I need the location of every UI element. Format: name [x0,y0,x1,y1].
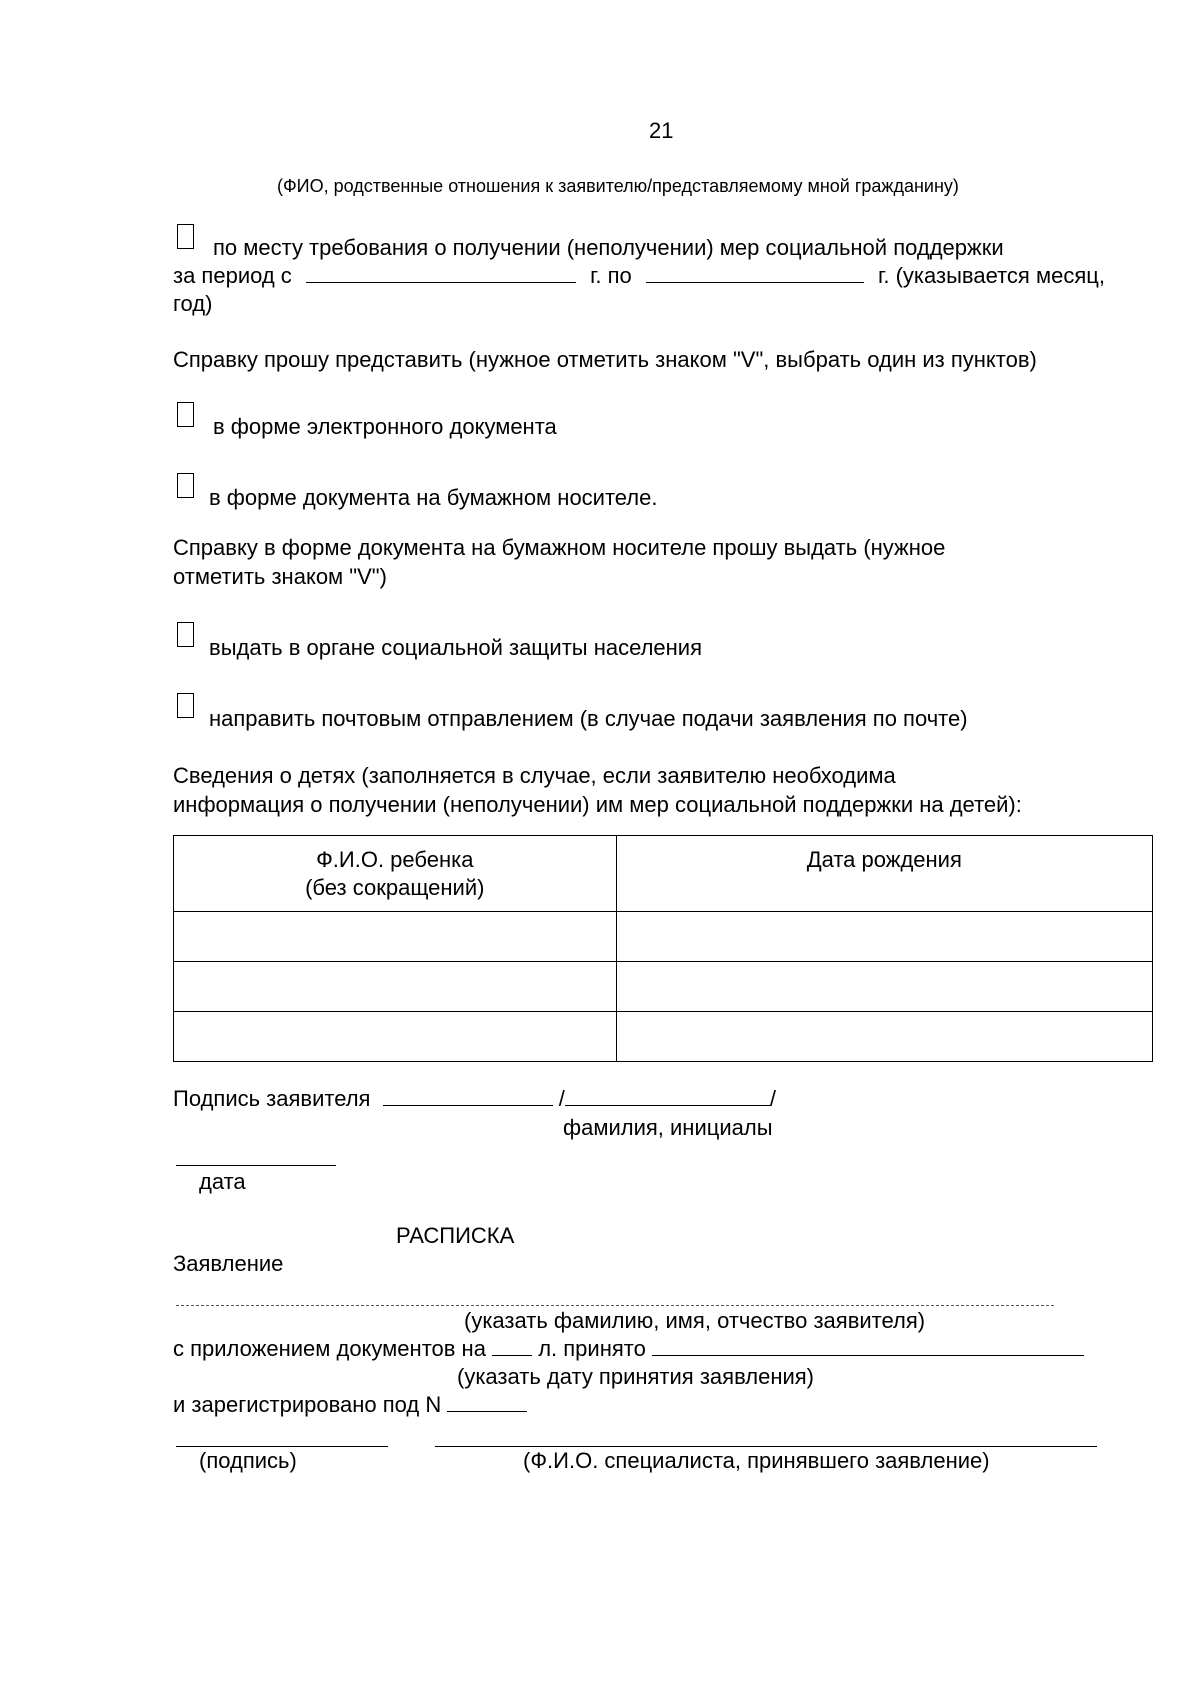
signature-name-field[interactable] [565,1085,770,1106]
signature-slash-2: / [769,1086,776,1111]
acceptance-date-caption: (указать дату принятия заявления) [457,1364,814,1389]
period-to-field[interactable] [646,262,864,283]
children-intro-1: Сведения о детях (заполняется в случае, если заявителю необходима [173,763,896,788]
signature-slash-1: / [558,1086,565,1111]
child-name-cell[interactable] [174,1012,617,1062]
table-row [174,912,1153,962]
period-prefix: за период с [173,263,292,288]
docs-line [173,1335,1084,1363]
applicant-name-line[interactable] [176,1305,1054,1306]
page-number: 21 [649,118,674,143]
checkbox-issue-office[interactable] [177,622,194,647]
children-intro-2: информация о получении (неполучении) им мер социальной поддержки на детей): [173,792,1022,817]
acceptance-date-field[interactable] [652,1335,1084,1356]
col-child-name [174,836,617,912]
form-request-heading: Справку прошу представить (нужное отметить знаком "V", выбрать один из пунктов) [173,347,1037,372]
fio-caption: (ФИО, родственные отношения к заявителю/представляемому мной гражданину) [277,176,959,196]
receipt-title: РАСПИСКА [396,1223,515,1248]
receipt-statement: Заявление [173,1251,284,1276]
table-row [174,1012,1153,1062]
period-year-word: год) [173,291,213,316]
registered-label: и зарегистрировано под N [173,1392,442,1417]
checkbox-paper[interactable] [177,473,194,498]
checkbox-issue-post[interactable] [177,693,194,718]
applicant-name-caption: (указать фамилию, имя, отчество заявителя) [464,1308,926,1333]
checkbox-electronic[interactable] [177,402,194,427]
option-paper-label: в форме документа на бумажном носителе. [209,485,658,510]
period-suffix: г. (указывается месяц, [878,263,1105,288]
paper-issue-heading-1: Справку в форме документа на бумажном носителе прошу выдать (нужное [173,535,946,560]
period-g-po: г. по [590,263,632,288]
period-from-field[interactable] [306,262,576,283]
signature-label: Подпись заявителя [173,1086,371,1111]
children-table [173,835,1153,1062]
date-line[interactable] [176,1165,336,1166]
col-child-name-line1: Ф.И.О. ребенка [316,847,474,872]
option-post-label: направить почтовым отправлением (в случае подачи заявления по почте) [209,706,968,731]
checkbox-place-requirement[interactable] [177,224,194,249]
registration-number-field[interactable] [447,1391,527,1412]
option-electronic-label: в форме электронного документа [213,414,557,439]
date-caption: дата [199,1169,246,1194]
child-name-cell[interactable] [174,962,617,1012]
paper-issue-heading-2: отметить знаком "V") [173,564,387,589]
signature-field[interactable] [383,1085,553,1106]
registered-line [173,1391,527,1419]
docs-mid: л. принято [538,1336,646,1361]
sheets-count-field[interactable] [492,1335,532,1356]
col-birth-date: Дата рождения [616,836,1152,912]
child-name-cell[interactable] [174,912,617,962]
specialist-caption: (Ф.И.О. специалиста, принявшего заявление) [523,1448,990,1473]
signature-line [173,1085,776,1113]
birth-date-cell[interactable] [616,912,1152,962]
birth-date-cell[interactable] [616,1012,1152,1062]
period-line [173,262,1153,290]
docs-prefix: с приложением документов на [173,1336,486,1361]
sign-caption: (подпись) [199,1448,297,1473]
option-office-label: выдать в органе социальной защиты населения [209,635,703,660]
place-requirement-line1: по месту требования о получении (неполучении) мер социальной поддержки [213,235,1004,260]
children-table-header [174,836,1153,912]
col-child-name-line2: (без сокращений) [305,875,485,900]
signature-name-caption: фамилия, инициалы [563,1115,773,1140]
table-row [174,962,1153,1012]
birth-date-cell[interactable] [616,962,1152,1012]
